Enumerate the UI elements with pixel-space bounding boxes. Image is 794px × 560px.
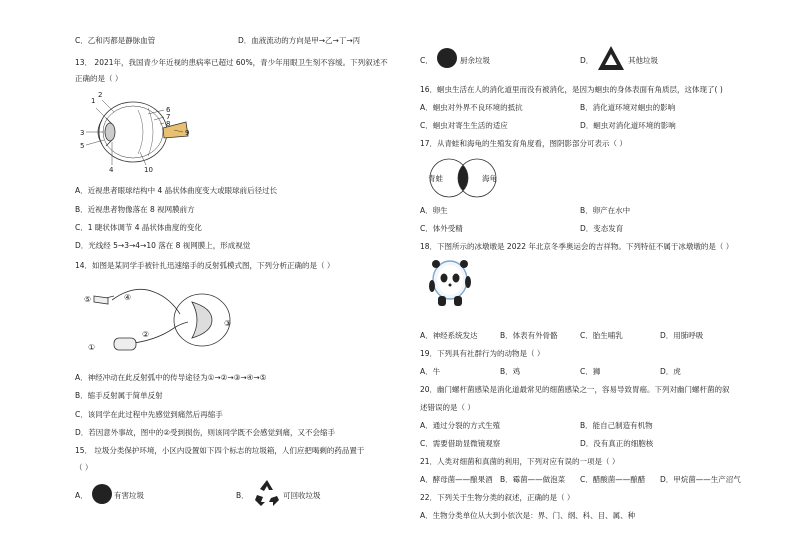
q19-option-c: C．狮 xyxy=(580,367,601,376)
reflex-arc-diagram xyxy=(84,280,244,360)
q17-option-c: C．体外受精 xyxy=(420,224,463,233)
q16-option-b: B．消化道环境对蛔虫的影响 xyxy=(580,103,676,112)
q17-stem: 17．从青蛙和海龟的生殖发育角度看，图阴影部分可表示（ ） xyxy=(420,139,627,148)
q15-option-c-label: 厨余垃圾 xyxy=(460,56,490,65)
mascot-illustration xyxy=(430,258,470,308)
q18-option-b: B．体表有外骨骼 xyxy=(500,331,558,340)
q17-option-a: A．卵生 xyxy=(420,206,448,215)
eye-label: 8 xyxy=(166,120,171,128)
hazardous-waste-icon xyxy=(92,484,112,504)
eye-label: 6 xyxy=(166,106,171,114)
q14-stem: 14．如图是某同学手被针扎迅速缩手的反射弧模式图，下列分析正确的是（ ） xyxy=(75,261,335,270)
q15-option-d-prefix: D． xyxy=(580,56,594,65)
q17-option-b: B．卵产在水中 xyxy=(580,206,631,215)
reflex-label: ⑤ xyxy=(84,295,92,304)
reflex-label: ④ xyxy=(124,293,132,302)
q20-option-c: C．需要借助显微镜观察 xyxy=(420,439,501,448)
q18-option-d: D．用肺呼吸 xyxy=(660,331,704,340)
q22-option-a: A．生物分类单位从大到小依次是：界、门、纲、科、目、属、种 xyxy=(420,511,636,520)
q13-option-d: D．光线经 5→3→4→10 落在 8 视网膜上，形成视觉 xyxy=(75,241,251,250)
kitchen-waste-icon xyxy=(437,48,457,68)
venn-left-label: 青蛙 xyxy=(428,174,443,183)
q19-option-a: A．牛 xyxy=(420,367,441,376)
q15-option-b-label: 可回收垃圾 xyxy=(283,491,321,500)
eye-label: 3 xyxy=(80,129,85,137)
q21-option-b: B．霉菌——做泡菜 xyxy=(500,475,566,484)
q21-option-d: D．甲烷菌——生产沼气 xyxy=(660,475,741,484)
eye-label: 10 xyxy=(144,166,153,174)
q19-stem: 19．下列具有社群行为的动物是（ ） xyxy=(420,349,545,358)
q15-option-d-label: 其他垃圾 xyxy=(628,56,658,65)
q16-option-a: A．蛔虫对外界不良环境的抵抗 xyxy=(420,103,523,112)
q22-stem: 22．下列关于生物分类的叙述，正确的是（ ） xyxy=(420,493,575,502)
q12-option-d: D．血液流动的方向是甲→乙→丁→丙 xyxy=(238,36,361,45)
q17-option-d: D．变态发育 xyxy=(580,224,624,233)
eye-label: 9 xyxy=(185,129,190,137)
q19-option-b: B．鸡 xyxy=(500,367,521,376)
q15-stem: 15． 垃圾分类保护环境，小区内设置如下四个标志的垃圾箱，人们应把喝剩的药品置于 xyxy=(75,446,365,455)
q16-option-c: C．蛔虫对寄生生活的适应 xyxy=(420,121,508,130)
q14-option-a: A．神经冲动在此反射弧中的传导途径为①→②→③→④→⑤ xyxy=(75,373,267,382)
q13-option-a: A．近视患者眼球结构中 4 晶状体曲度变大或眼球前后径过长 xyxy=(75,186,278,195)
q13-option-c: C．1 睫状体调节 4 晶状体曲度的变化 xyxy=(75,223,202,232)
q18-stem: 18．下图所示的冰墩墩是 2022 年北京冬季奥运会的吉祥物。下列特征不属于冰墩墩的是（ ） xyxy=(420,242,734,251)
q14-option-d: D．若因意外事故，图中的②受到损伤，则该同学既不会感觉到痛，又不会缩手 xyxy=(75,428,335,437)
q21-option-a: A．酵母菌——酿果酒 xyxy=(420,475,493,484)
q15-option-b-prefix: B． xyxy=(236,491,249,500)
venn-diagram xyxy=(422,158,504,198)
eye-label: 1 xyxy=(91,97,96,105)
q20-stem-cont: 述错误的是（ ） xyxy=(420,403,475,412)
eye-label: 4 xyxy=(109,166,114,174)
q21-option-c: C．醋酸菌——酿醋 xyxy=(580,475,646,484)
eye-label: 2 xyxy=(98,91,103,99)
q16-stem: 16．蛔虫生活在人的消化道里而没有被消化，是因为蛔虫的身体表面有角质层，这体现了( ) xyxy=(420,85,723,94)
q18-option-a: A．神经系统发达 xyxy=(420,331,478,340)
q14-option-b: B．缩手反射属于简单反射 xyxy=(75,391,163,400)
eye-label: 5 xyxy=(80,142,85,150)
other-waste-icon xyxy=(596,44,626,74)
q18-option-c: C．胎生哺乳 xyxy=(580,331,623,340)
reflex-label: ③ xyxy=(224,319,232,328)
reflex-label: ① xyxy=(88,343,96,352)
q19-option-d: D．虎 xyxy=(660,367,681,376)
q13-stem-cont: 正确的是（ ） xyxy=(75,74,123,83)
eye-label: 7 xyxy=(166,113,171,121)
q12-option-c: C．乙和丙都是静脉血管 xyxy=(75,36,156,45)
q13-option-b: B．近视患者物像落在 8 视网膜前方 xyxy=(75,205,195,214)
eye-diagram xyxy=(78,90,198,176)
recycle-icon xyxy=(252,478,282,508)
q15-option-a-label: 有害垃圾 xyxy=(114,491,144,500)
reflex-label: ② xyxy=(142,330,150,339)
q13-stem: 13． 2021年，我国青少年近视的患病率已超过 60%，青少年用眼卫生刻不容缓。下列叙述不 xyxy=(75,58,388,67)
q16-option-d: D．蛔虫对消化道环境的影响 xyxy=(580,121,676,130)
q14-option-c: C．该同学在此过程中先感觉到痛然后再缩手 xyxy=(75,410,223,419)
q20-option-d: D．没有真正的细胞核 xyxy=(580,439,654,448)
q15-option-a-prefix: A． xyxy=(75,491,88,500)
q15-stem-cont: （ ） xyxy=(75,463,93,472)
q20-stem: 20．幽门螺杆菌感染是消化道最常见的细菌感染之一，容易导致胃癌。下列对幽门螺杆菌的叙 xyxy=(420,385,730,394)
q20-option-b: B．能自己制造有机物 xyxy=(580,421,653,430)
venn-right-label: 海龟 xyxy=(482,174,497,183)
q21-stem: 21．人类对细菌和真菌的利用，下列对应有误的一项是（ ） xyxy=(420,457,620,466)
q20-option-a: A．通过分裂的方式生殖 xyxy=(420,421,501,430)
q15-option-c-prefix: C． xyxy=(420,56,433,65)
